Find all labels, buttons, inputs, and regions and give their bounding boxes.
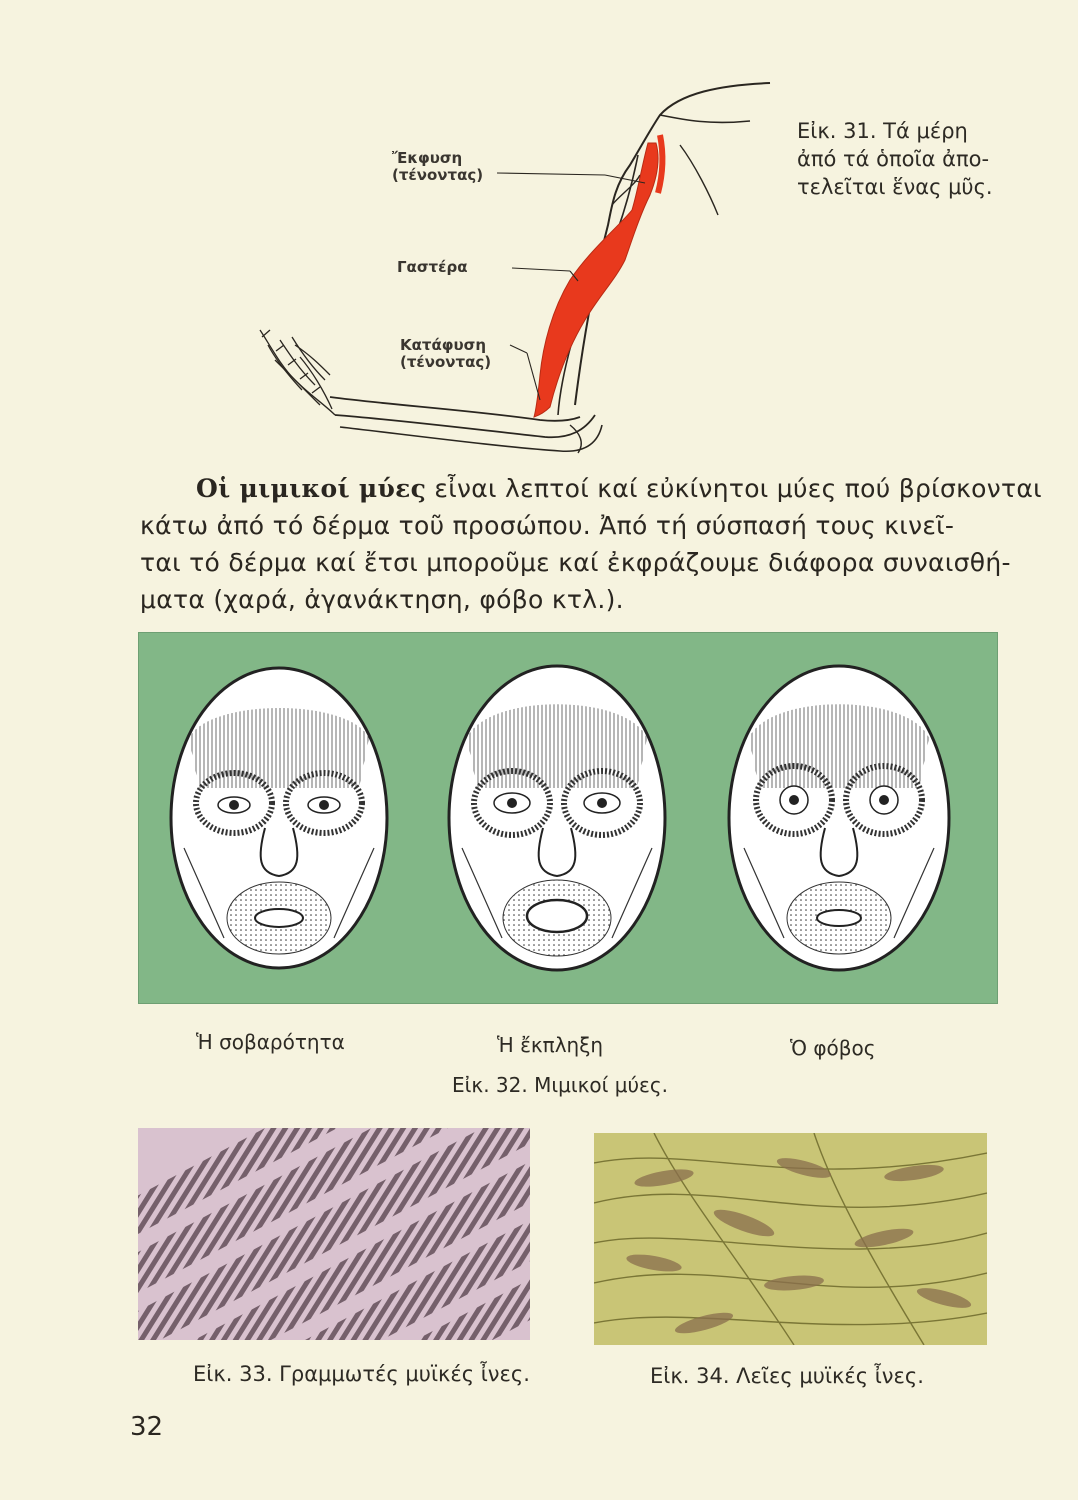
paragraph-line-3: ται τό δέρμα καί ἔτσι μποροῦμε καί ἐκφράζουμε διάφορα συναισθή- [140, 548, 1011, 577]
paragraph-line-4: ματα (χαρά, ἀγανάκτηση, φόβο κτλ.). [140, 585, 624, 614]
page-number: 32 [130, 1412, 164, 1442]
fig31-label-insertion [400, 337, 491, 371]
face-seriousness [171, 668, 387, 968]
fig31-caption-line-1: Εἰκ. 31. Τά μέρη [797, 119, 968, 143]
paragraph-line-1-rest: εἶναι λεπτοί καί εὐκίνητοι μύες πού βρίσκονται [426, 474, 1042, 503]
fig34-caption: Εἰκ. 34. Λεῖες μυϊκές ἶνες. [650, 1364, 924, 1388]
fig33-striated-fibers-image [138, 1128, 530, 1340]
arm-muscle-svg [240, 75, 780, 470]
fig32-caption: Εἰκ. 32. Μιμικοί μύες. [452, 1073, 668, 1097]
faces-svg [139, 633, 997, 1003]
face-2-label: Ἡ ἔκπληξη [497, 1033, 604, 1057]
fig31-caption [797, 117, 993, 201]
paragraph-line-1 [140, 470, 1042, 507]
fig31-label-belly: Γαστέρα [397, 258, 468, 276]
fig31-caption-line-3: τελεῖται ἕνας μῦς. [797, 175, 993, 199]
fig31-caption-line-2: ἀπό τά ὁποῖα ἀπο- [797, 147, 990, 171]
fig32-green-panel [138, 632, 998, 1004]
face-3-label: Ὁ φόβος [790, 1036, 876, 1060]
fig34-smooth-fibers-image [594, 1133, 987, 1345]
fig31-label-insertion-tendon: (τένοντας) [400, 353, 492, 371]
fig31-label-insertion-word: Κατάφυση [400, 336, 487, 354]
fig31-label-origin [392, 150, 483, 184]
fig31-arm-illustration [240, 75, 780, 470]
face-surprise [449, 666, 665, 970]
fig33-caption: Εἰκ. 33. Γραμμωτές μυϊκές ἶνες. [193, 1362, 530, 1386]
body-paragraph [140, 470, 1042, 618]
fig31-label-origin-word: Ἔκφυση [392, 149, 463, 167]
fig31-label-origin-tendon: (τένοντας) [392, 166, 484, 184]
face-1-label: Ἡ σοβαρότητα [196, 1030, 345, 1054]
paragraph-bold-lead: Οἱ μιμικοί μύες [196, 474, 427, 503]
paragraph-line-2: κάτω ἀπό τό δέρμα τοῦ προσώπου. Ἀπό τή σύσπασή τους κινεῖ- [140, 511, 955, 540]
face-fear [729, 666, 949, 970]
